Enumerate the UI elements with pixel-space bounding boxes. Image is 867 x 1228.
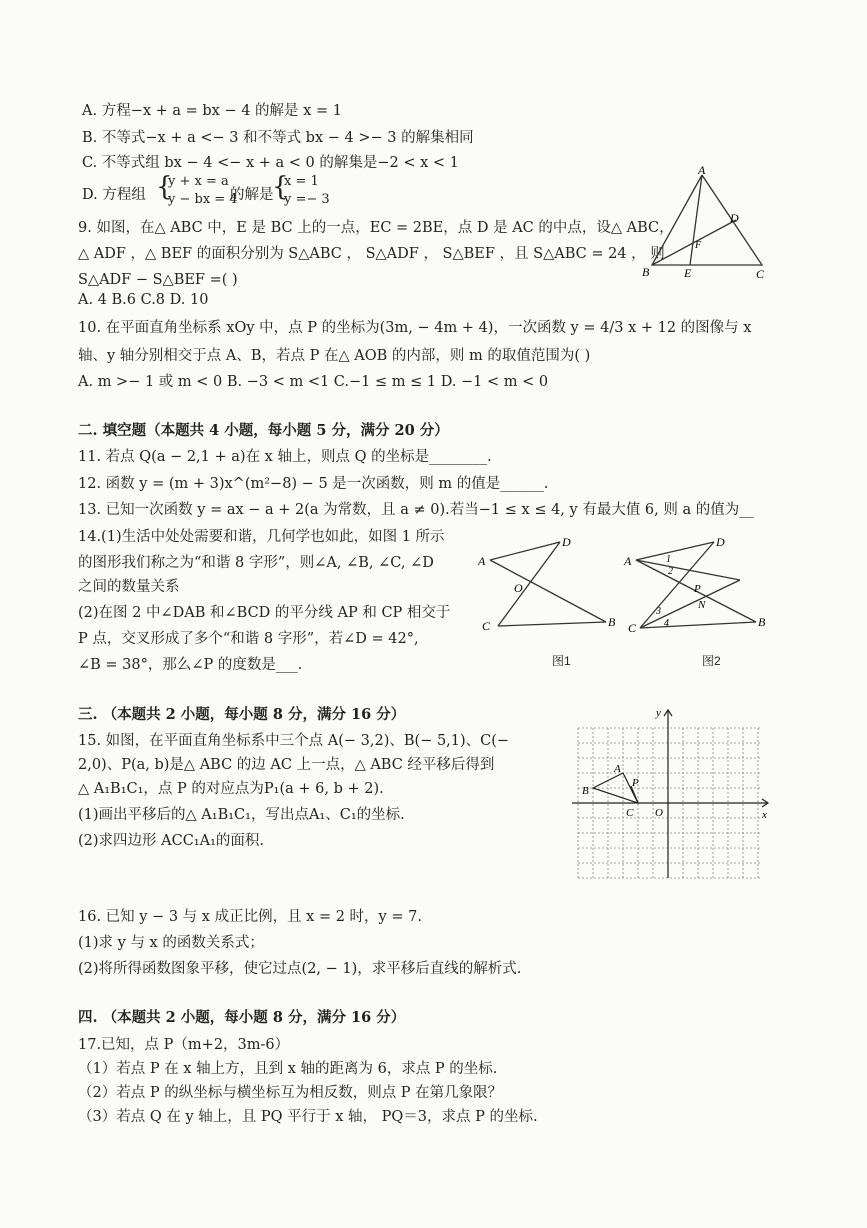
fig2-angle-1: 1 — [666, 554, 671, 565]
q13: 13. 已知一次函数 y = ax − a + 2(a 为常数，且 a ≠ 0).若当−1 ≤ x ≤ 4, y 有最大值 6, 则 a 的值为__ — [78, 502, 754, 518]
fig2-angle-3: 3 — [656, 606, 661, 617]
grid-origin: O — [655, 807, 663, 819]
q16-line-3: (2)将所得函数图象平移，使它过点(2, − 1)，求平移后直线的解析式. — [78, 961, 522, 977]
fig2-angle-2: 2 — [668, 566, 673, 577]
figure-2-caption: 图2 — [702, 654, 721, 668]
section-2-heading: 二. 填空题（本题共 4 小题，每小题 5 分，满分 20 分） — [78, 422, 449, 439]
q14-line-3: 之间的数量关系 — [78, 579, 180, 595]
grid-axis-x: x — [762, 809, 767, 821]
fig2-angle-4: 4 — [664, 618, 669, 629]
fig2-label-c: C — [628, 621, 637, 635]
section-4-heading: 四. （本题共 2 小题，每小题 8 分，满分 16 分） — [78, 1009, 406, 1026]
q14-line-1: 14.(1)生活中处处需要和谐，几何学也如此，如图 1 所示 — [78, 529, 445, 545]
option-d-solution-label: 的解是 — [230, 187, 274, 203]
triangle-figure-q9 — [640, 160, 780, 285]
q15-line-3: △ A₁B₁C₁，点 P 的对应点为P₁(a + 6, b + 2). — [78, 781, 384, 797]
fig2-label-n: N — [698, 599, 706, 611]
brace-left-1: { — [156, 172, 173, 202]
grid-label-c: C — [626, 807, 634, 819]
q17-line-4: （3）若点 Q 在 y 轴上，且 PQ 平行于 x 轴， PQ＝3，求点 P 的坐标. — [78, 1109, 538, 1125]
system-eq-1: y + x = a — [168, 174, 229, 189]
grid-label-a: A — [614, 763, 621, 775]
q17-line-1: 17.已知，点 P（m+2，3m-6） — [78, 1037, 290, 1053]
q17-line-3: （2）若点 P 的纵坐标与横坐标互为相反数，则点 P 在第几象限？ — [78, 1085, 503, 1101]
grid-axis-y: y — [656, 707, 661, 719]
fig1-label-d: D — [562, 535, 571, 549]
solution-eq-2: y =− 3 — [284, 192, 330, 207]
q14-line-6: ∠B = 38°，那么∠P 的度数是___. — [78, 657, 303, 673]
fig2-label-a: A — [624, 554, 632, 568]
fig2-label-b: B — [758, 615, 766, 629]
solution-eq-1: x = 1 — [284, 174, 319, 189]
fig1-label-a: A — [478, 554, 486, 568]
fig2-label-p: P — [694, 583, 701, 595]
q15-line-5: (2)求四边形 ACC₁A₁的面积. — [78, 833, 265, 849]
q14-line-4: (2)在图 2 中∠DAB 和∠BCD 的平分线 AP 和 CP 相交于 — [78, 605, 451, 621]
q10-options: A. m >− 1 或 m < 0 B. −3 < m <1 C.−1 ≤ m ≤ 1 D. −1 < m < 0 — [78, 374, 549, 390]
q11: 11. 若点 Q(a − 2,1 + a)在 x 轴上，则点 Q 的坐标是________. — [78, 449, 492, 465]
q10-line-1: 10. 在平面直角坐标系 xOy 中，点 P 的坐标为(3m, − 4m + 4)，一次函数 y = 4/3 x + 12 的图像与 x — [78, 320, 752, 336]
fig1-label-o: O — [514, 581, 523, 595]
q16-line-2: (1)求 y 与 x 的函数关系式； — [78, 935, 264, 951]
figure-1-eight-shape — [478, 530, 623, 640]
figure-2-eight-shape — [622, 530, 772, 640]
option-a: A. 方程−x + a = bx − 4 的解是 x = 1 — [82, 103, 342, 119]
tri-label-a: A — [698, 163, 706, 177]
q10-line-2: 轴、y 轴分别相交于点 A、B，若点 P 在△ AOB 的内部，则 m 的取值范围为( ) — [78, 348, 591, 364]
q14-line-2: 的图形我们称之为“和谐 8 字形”，则∠A, ∠B, ∠C, ∠D — [78, 555, 434, 571]
tri-label-d: D — [730, 211, 739, 225]
fig1-label-b: B — [608, 615, 616, 629]
option-d-label: D. 方程组 — [82, 187, 146, 203]
q14-line-5: P 点，交叉形成了多个“和谐 8 字形”，若∠D = 42°, — [78, 631, 419, 647]
tri-label-e: E — [684, 266, 692, 280]
section-3-heading: 三. （本题共 2 小题，每小题 8 分，满分 16 分） — [78, 706, 406, 723]
option-b: B. 不等式−x + a <− 3 和不等式 bx − 4 >− 3 的解集相同 — [82, 130, 474, 146]
option-c: C. 不等式组 bx − 4 <− x + a < 0 的解集是−2 < x < 1 — [82, 155, 459, 171]
system-eq-2: y − bx = 4 — [168, 192, 238, 207]
grid-label-b: B — [582, 785, 589, 797]
q16-line-1: 16. 已知 y − 3 与 x 成正比例，且 x = 2 时，y = 7. — [78, 909, 422, 925]
fig2-label-d: D — [716, 535, 725, 549]
tri-label-b: B — [642, 265, 650, 279]
coordinate-grid-figure — [572, 706, 772, 886]
q17-line-2: （1）若点 P 在 x 轴上方，且到 x 轴的距离为 6，求点 P 的坐标. — [78, 1061, 498, 1077]
brace-left-2: { — [272, 172, 289, 202]
figure-1-caption: 图1 — [552, 654, 571, 668]
q9-line-1: 9. 如图，在△ ABC 中，E 是 BC 上的一点，EC = 2BE，点 D 是 AC 的中点，设△ ABC， — [78, 220, 674, 236]
tri-label-f: F — [695, 240, 702, 251]
q9-line-2: △ ADF ，△ BEF 的面积分别为 S△ABC ， S△ADF ， S△BEF ，且 S△ABC = 24 ， 则 — [78, 246, 665, 262]
q15-line-1: 15. 如图，在平面直角坐标系中三个点 A(− 3,2)、B(− 5,1)、C(− — [78, 733, 510, 749]
q15-line-2: 2,0)、P(a, b)是△ ABC 的边 AC 上一点，△ ABC 经平移后得到 — [78, 757, 495, 773]
q9-options: A. 4 B.6 C.8 D. 10 — [78, 292, 209, 308]
tri-label-c: C — [756, 267, 765, 281]
grid-label-p: P — [632, 777, 639, 789]
q15-line-4: (1)画出平移后的△ A₁B₁C₁，写出点A₁、C₁的坐标. — [78, 807, 405, 823]
q12: 12. 函数 y = (m + 3)x^(m²−8) − 5 是一次函数，则 m 的值是______. — [78, 476, 549, 492]
q9-line-3: S△ADF − S△BEF =( ) — [78, 272, 238, 288]
fig1-label-c: C — [482, 619, 491, 633]
